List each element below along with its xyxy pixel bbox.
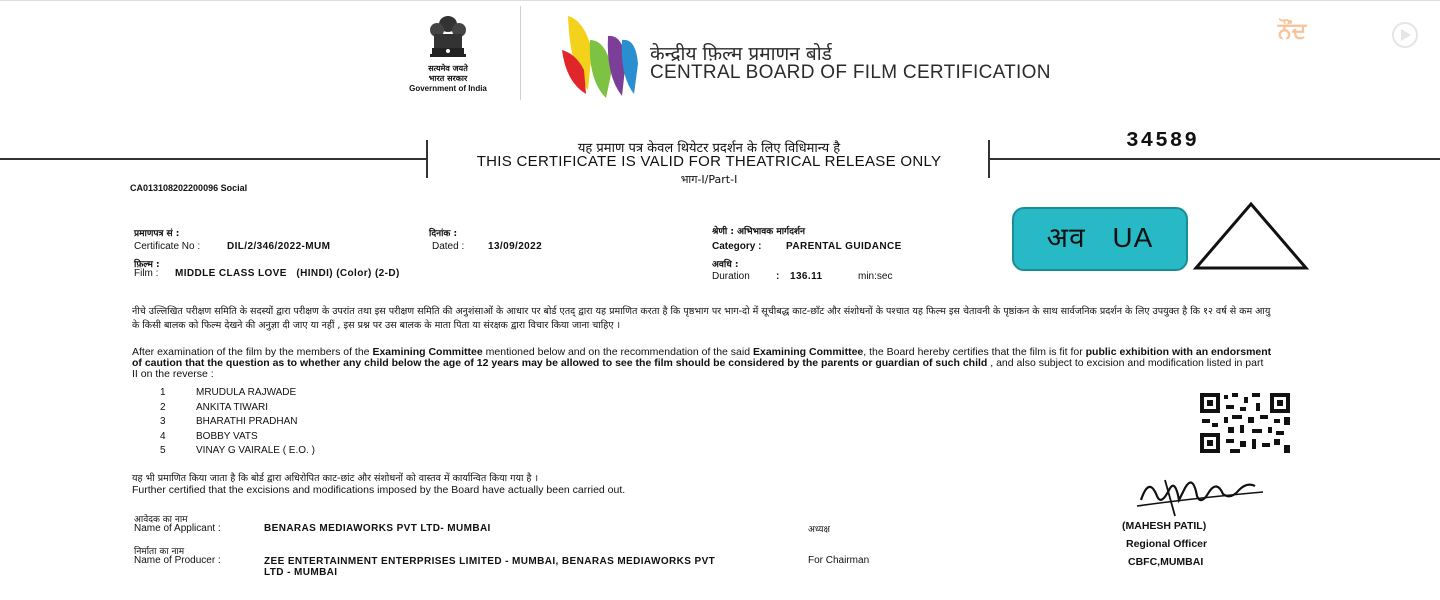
producer-label-hindi: निर्माता का नाम bbox=[134, 547, 185, 557]
dated-label: Dated : bbox=[432, 241, 465, 252]
play-icon bbox=[1401, 29, 1411, 41]
validity-rule-tick-left bbox=[426, 140, 428, 178]
producer-value: ZEE ENTERTAINMENT ENTERPRISES LIMITED - MUMBAI, BENARAS MEDIAWORKS PVT LTD - MUMBAI bbox=[264, 556, 716, 578]
applicant-label-hindi: आवेदक का नाम bbox=[134, 515, 188, 525]
producer-label: Name of Producer : bbox=[134, 555, 221, 566]
top-border bbox=[0, 0, 1440, 1]
rating-badge bbox=[1012, 207, 1188, 271]
validity-rule-tick-right bbox=[988, 140, 990, 178]
government-caption: Government of India bbox=[409, 84, 487, 93]
video-watermark: ਨੌਂਦ bbox=[1278, 18, 1307, 43]
list-item: 4 BOBBY VATS bbox=[160, 430, 258, 442]
chairman-english: For Chairman bbox=[808, 555, 870, 566]
list-item: 3 BHARATHI PRADHAN bbox=[160, 416, 298, 427]
caution-triangle-icon bbox=[1192, 200, 1310, 272]
certificate-no-value: DIL/2/346/2022-MUM bbox=[227, 241, 331, 252]
board-title-english: CENTRAL BOARD OF FILM CERTIFICATION bbox=[650, 62, 1051, 83]
duration-hindi: अवधि : bbox=[712, 260, 739, 270]
reference-code: CA013108202200096 Social bbox=[130, 183, 248, 193]
category-value: PARENTAL GUIDANCE bbox=[786, 241, 902, 252]
emblem-motto: सत्यमेव जयते bbox=[428, 64, 468, 73]
board-title-hindi: केन्द्रीय फ़िल्म प्रमाणन बोर्ड bbox=[650, 43, 832, 65]
certification-paragraph-hindi: नीचे उल्लिखित परीक्षण समिति के सदस्यों द्वारा परीक्षण के उपरांत तथा इस परीक्षण समिति की अनुशंसाओं के आधार पर बोर्ड एतद् द्वारा यह प्रमाणित करता है कि पृष्ठभाग पर भाग-दो में सूचीबद्ध काट-छाँट और संशोधनों के पश्चात यह फिल्म इस चेतावनी के पृष्ठांकन के साथ सार्वजनिक प्रदर्शन के लिए उपयुक्त है कि १२ वर्ष से कम आयु के किसी बालक को फिल्म देखने की अनुज्ञा दी जाए या नहीं , इस प्रश्न पर उस बालक के माता पिता या संरक्षक द्वारा विचार किया जाना चाहिए । bbox=[132, 306, 1271, 331]
certificate-no-hindi: प्रमाणपत्र सं : bbox=[134, 229, 180, 239]
validity-rule-left bbox=[0, 158, 428, 160]
category-label: Category : bbox=[712, 241, 762, 252]
committee-list bbox=[160, 386, 315, 459]
officer-signature bbox=[1135, 470, 1265, 518]
cbfc-flame-icon bbox=[562, 10, 642, 100]
validity-english: THIS CERTIFICATE IS VALID FOR THEATRICAL RELEASE ONLY bbox=[476, 153, 942, 170]
validity-rule-right bbox=[990, 158, 1440, 160]
serial-number: 34589 bbox=[1126, 130, 1200, 153]
cbfc-logo bbox=[562, 10, 642, 105]
duration-colon: : bbox=[776, 271, 780, 282]
film-label: Film : bbox=[134, 268, 159, 279]
list-item: 1 MRUDULA RAJWADE bbox=[160, 387, 297, 398]
film-hindi: फ़िल्म : bbox=[134, 260, 160, 270]
list-item: 2 ANKITA TIWARI bbox=[160, 401, 269, 413]
category-hindi: श्रेणी : अभिभावक मार्गदर्शन bbox=[712, 227, 805, 237]
part-label: भाग-I/Part-I bbox=[680, 173, 738, 186]
dated-hindi: दिनांक : bbox=[429, 229, 458, 239]
header-divider bbox=[520, 6, 521, 100]
duration-unit: min:sec bbox=[858, 271, 893, 282]
applicant-label: Name of Applicant : bbox=[134, 523, 221, 534]
list-item: 5 VINAY G VAIRALE ( E.O. ) bbox=[160, 445, 315, 456]
further-certified-hindi: यह भी प्रमाणित किया जाता है कि बोर्ड द्वारा अधिरोपित काट-छांट और संशोधनों को वास्तव में कार्यान्वित किया गया है । bbox=[132, 473, 539, 484]
emblem-country-hindi: भारत सरकार bbox=[428, 74, 468, 83]
play-button[interactable] bbox=[1392, 22, 1418, 48]
rating-badge-hindi: अव bbox=[1046, 221, 1086, 254]
officer-place: CBFC,MUMBAI bbox=[1128, 556, 1204, 568]
duration-value: 136.11 bbox=[790, 271, 823, 282]
officer-name: (MAHESH PATIL) bbox=[1122, 520, 1207, 532]
chairman-hindi: अध्यक्ष bbox=[808, 525, 830, 535]
duration-label: Duration bbox=[712, 271, 750, 282]
officer-title: Regional Officer bbox=[1126, 538, 1208, 550]
film-value: MIDDLE CLASS LOVE (HINDI) (Color) (2-D) bbox=[175, 268, 400, 279]
rating-badge-english: UA bbox=[1112, 222, 1154, 253]
applicant-value: BENARAS MEDIAWORKS PVT LTD- MUMBAI bbox=[264, 523, 491, 534]
validity-hindi: यह प्रमाण पत्र केवल थियेटर प्रदर्शन के लिए विधिमान्य है bbox=[577, 141, 841, 156]
qr-code-icon bbox=[1200, 393, 1290, 453]
government-emblem bbox=[398, 12, 498, 100]
certification-paragraph-english: After examination of the film by the members of the Examining Committee mentioned below and on the recommendation of the said Examining Committee, the Board hereby certifies that the film is fit for public exhibition with an endorsment of caution that the question as to whether any child below the age of 12 years may be allowed to see the film should be considered by the parents or guardian of such child , and also subject to excision and modification listed in part II on the reverse : bbox=[132, 346, 1272, 380]
certificate-no-label: Certificate No : bbox=[134, 241, 201, 252]
dated-value: 13/09/2022 bbox=[488, 241, 543, 252]
lion-capital-icon bbox=[426, 12, 470, 64]
further-certified-english: Further certified that the excisions and modifications imposed by the Board have actually been carried out. bbox=[132, 484, 626, 496]
